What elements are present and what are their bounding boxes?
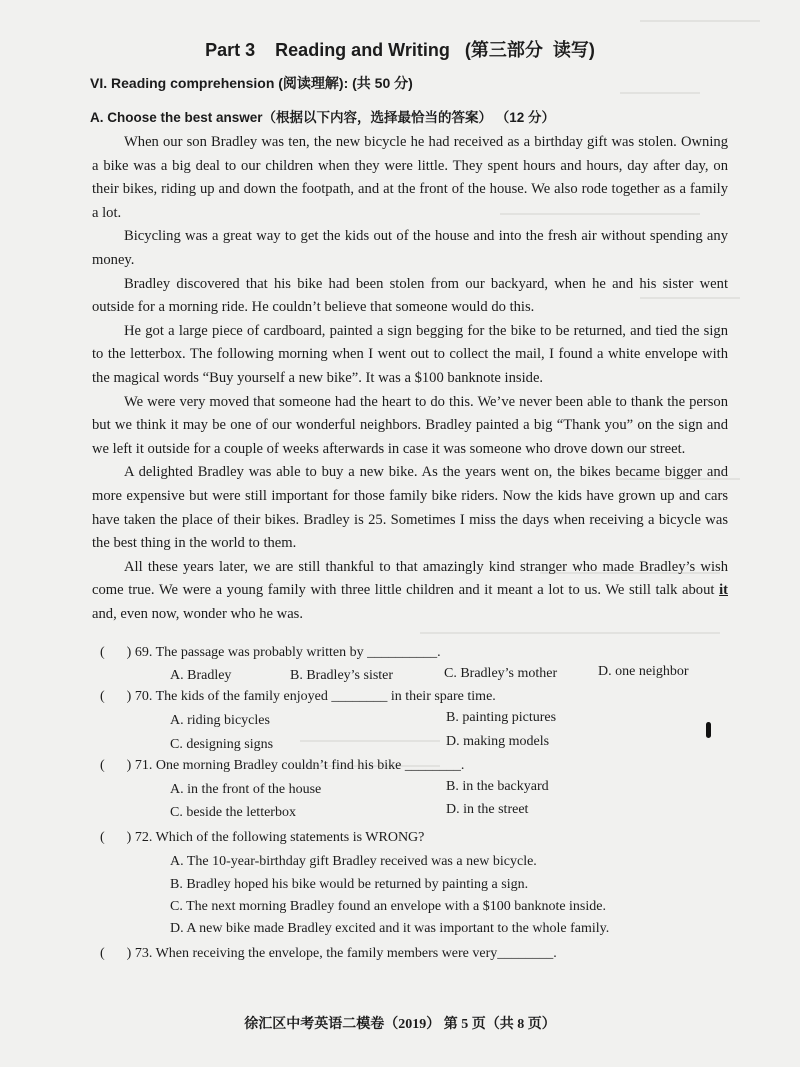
question-stem: ) 71. One morning Bradley couldn’t find his bike ________. [126, 758, 465, 773]
question-stem: ) 70. The kids of the family enjoyed ________ in their spare time. [126, 689, 496, 704]
passage-paragraph: Bicycling was a great way to get the kids out of the house and into the fresh air without spending any money. [92, 228, 728, 268]
option[interactable]: A. riding bicycles [170, 713, 270, 728]
section-heading: VI. Reading comprehension (阅读理解): (共 50 分) [90, 75, 413, 91]
bleed-through-mark [420, 632, 720, 634]
bleed-through-mark [620, 92, 700, 94]
ink-mark [706, 722, 711, 738]
option[interactable]: D. A new bike made Bradley excited and it was important to the whole family. [170, 921, 610, 936]
option[interactable]: C. Bradley’s mother [444, 666, 558, 681]
passage-paragraph: A delighted Bradley was able to buy a new bike. As the years went on, the bikes became bigger and more expensive but were still important for those family bike riders. Now the kids have grown up and cars have taken the place of their bikes. Bradley is 25. Sometimes I miss the days when receiving a bicycle was the best thing in the world to them. [92, 464, 728, 552]
question-stem: ) 72. Which of the following statements is WRONG? [126, 830, 425, 845]
option[interactable]: C. beside the letterbox [170, 805, 296, 820]
bleed-through-mark [640, 20, 760, 22]
question-stem: ) 69. The passage was probably written by __________. [126, 645, 441, 660]
subsection-heading: A. Choose the best answer（根据以下内容，选择最恰当的答案） （12 分） [90, 110, 556, 125]
option[interactable]: A. in the front of the house [170, 782, 322, 797]
passage-paragraph: He got a large piece of cardboard, painted a sign begging for the bike to be returned, and tied the sign to the letterbox. The following morning when I went out to collect the mail, I found a white envelope with the magical words “Buy yourself a new bike”. It was a $100 banknote inside. [92, 322, 728, 386]
page-footer: 徐汇区中考英语二模卷（2019） 第 5 页（共 8 页） [244, 1017, 556, 1032]
question-73: ( ) 73. When receiving the envelope, the family members were very________. [100, 946, 557, 961]
part-title: Part 3 Reading and Writing (第三部分 读写) [205, 40, 595, 60]
passage-paragraph: Bradley discovered that his bike had been stolen from our backyard, when he and his sister went outside for a morning ride. He couldn’t believe that someone would do this. [92, 275, 728, 316]
option[interactable]: D. in the street [446, 802, 529, 817]
option[interactable]: C. designing signs [170, 737, 274, 752]
passage-text: All these years later, we are still thankful to that amazingly kind stranger who made Bradley’s wish come true. We were a young family with three little children and it meant a lot to us. We still talk about [92, 558, 728, 599]
passage-paragraph: When our son Bradley was ten, the new bicycle he had received as a birthday gift was stolen. Owning a bike was a big deal to our children when they were little. They spent hours and hours, day after day, on their bikes, riding up and down the footpath, and at the front of the house. We also rode together as a family a lot. [92, 134, 728, 221]
emphasized-word: it [719, 582, 728, 599]
question-71: ( ) 71. One morning Bradley couldn’t find his bike ________. [100, 758, 465, 773]
passage-paragraph: We were very moved that someone had the heart to do this. We’ve never been able to thank the person but we think it may be one of our wonderful neighbors. Bradley painted a big “Thank you” on the sign and we left it outside for a couple of weeks afterwards in case it was someone who drove down our street. [92, 393, 728, 457]
option[interactable]: D. one neighbor [598, 664, 689, 679]
passage-text: and, even now, wonder who he was. [92, 605, 304, 622]
option[interactable]: B. in the backyard [446, 779, 549, 794]
option[interactable]: B. Bradley’s sister [290, 668, 394, 683]
option[interactable]: D. making models [446, 734, 550, 749]
question-72: ( ) 72. Which of the following statements is WRONG? [100, 830, 425, 845]
question-stem: ) 73. When receiving the envelope, the family members were very________. [126, 946, 557, 961]
option[interactable]: C. The next morning Bradley found an envelope with a $100 banknote inside. [170, 899, 606, 914]
question-69: ( ) 69. The passage was probably written by __________. [100, 645, 441, 660]
option[interactable]: A. The 10-year-birthday gift Bradley received was a new bicycle. [170, 854, 537, 869]
question-70: ( ) 70. The kids of the family enjoyed ________ in their spare time. [100, 689, 496, 704]
bleed-through-mark [300, 740, 440, 742]
reading-passage [92, 131, 728, 626]
passage-paragraph-final [92, 556, 728, 627]
option[interactable]: B. Bradley hoped his bike would be returned by painting a sign. [170, 877, 529, 892]
option[interactable]: B. painting pictures [446, 710, 557, 725]
option[interactable]: A. Bradley [170, 668, 232, 683]
